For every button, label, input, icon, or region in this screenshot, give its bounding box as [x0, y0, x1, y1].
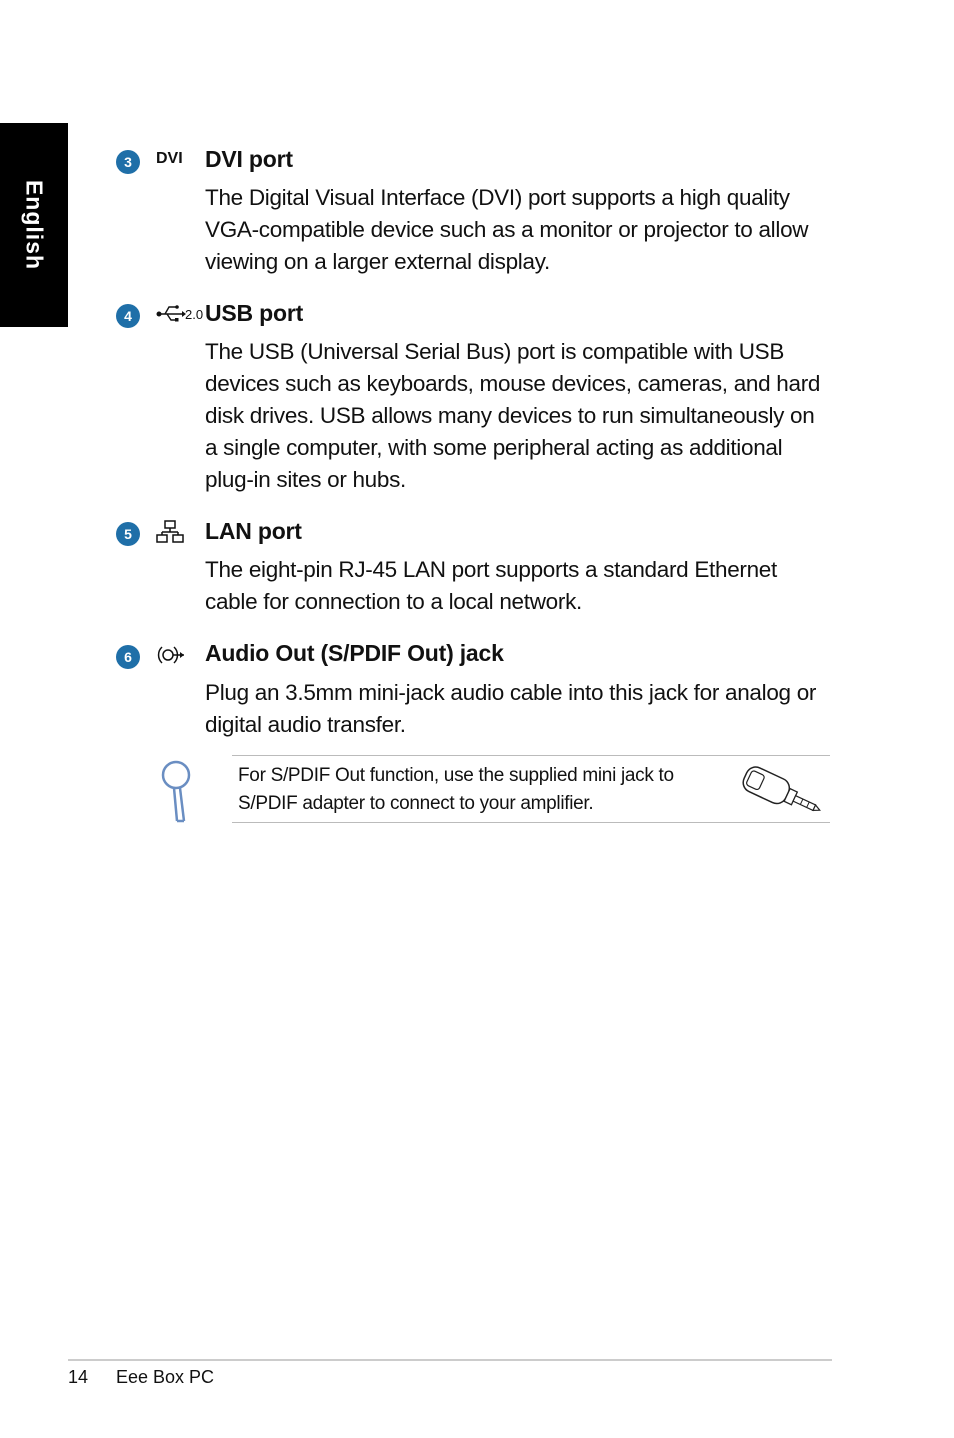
section-heading: USB port	[205, 300, 304, 326]
dvi-icon: DVI	[156, 150, 183, 167]
section-number-badge: 6	[116, 645, 140, 669]
section-body: The USB (Universal Serial Bus) port is compatible with USB devices such as keyboards, mouse devices, cameras, and hard disk drives. USB allows many devices to run simultaneously on a single computer, with some peripheral acting as additional plug-in sites or hubs.	[205, 339, 821, 492]
note-box	[232, 755, 830, 823]
footer-rule	[68, 1359, 832, 1361]
section-body: The eight-pin RJ-45 LAN port supports a standard Ethernet cable for connection to a local network.	[205, 557, 777, 614]
language-tab-label: English	[21, 179, 48, 271]
footer-title: Eee Box PC	[116, 1367, 215, 1387]
usb-version-label: 2.0	[185, 307, 204, 322]
section-body: The Digital Visual Interface (DVI) port supports a high quality VGA-compatible device such as a monitor or projector to allow viewing on a larger external display.	[205, 185, 809, 274]
section-heading: DVI port	[205, 146, 293, 172]
section-audio-out-jack	[116, 640, 836, 740]
section-number-badge: 3	[116, 150, 140, 174]
section-lan-port	[116, 518, 836, 618]
section-dvi-port	[116, 146, 836, 286]
section-number-badge: 4	[116, 304, 140, 328]
page-number: 14	[68, 1367, 89, 1387]
section-body: Plug an 3.5mm mini-jack audio cable into this jack for analog or digital audio transfer.	[205, 680, 817, 737]
usb-icon	[156, 302, 206, 326]
note-callout	[160, 755, 832, 825]
audio-out-icon	[156, 641, 186, 674]
section-usb-port	[116, 300, 836, 500]
magnifier-note-icon	[160, 757, 196, 832]
section-heading: LAN port	[205, 518, 302, 544]
section-number-badge: 5	[116, 522, 140, 546]
note-text: For S/PDIF Out function, use the supplied mini jack to S/PDIF adapter to connect to your amplifier.	[238, 765, 674, 814]
spdif-adapter-illustration	[734, 762, 830, 827]
section-heading: Audio Out (S/PDIF Out) jack	[205, 640, 504, 666]
lan-icon	[156, 520, 184, 549]
